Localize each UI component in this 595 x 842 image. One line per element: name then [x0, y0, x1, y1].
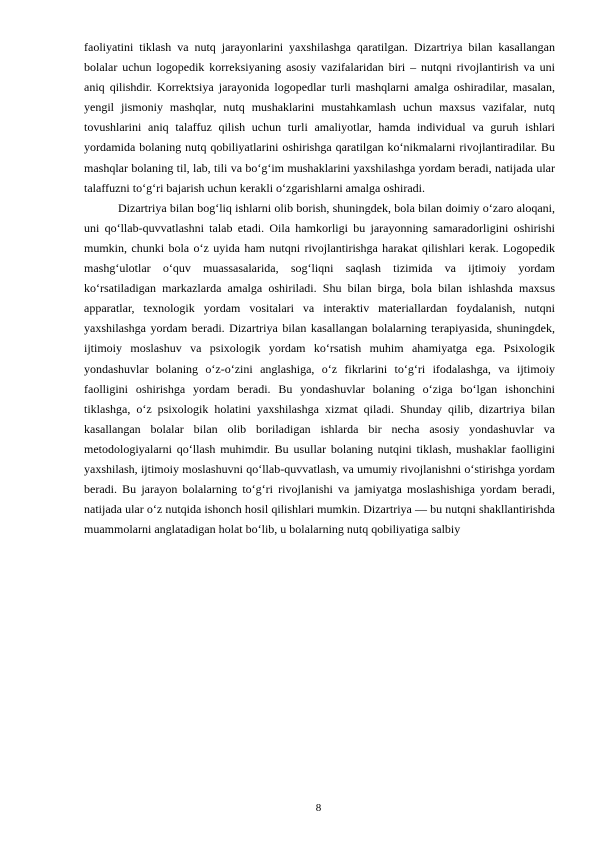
paragraph-1: faoliyatini tiklash va nutq jarayonlarini yaxshilashga qaratilgan. Dizartriya bilan kasallangan bolalar uchun logopedik korreksiyaning asosiy vazifalaridan biri – nutqni rivojlantirish va uni aniq qilishdir. Korrektsiya jarayonida logopedlar turli mashqlarni amalga oshiradilar, masalan, yengil jismoniy mashqlar, nutq mushaklarini mustahkamlash uchun maxsus vazifalar, nutq tovushlarini aniq talaffuz qilish uchun turli amaliyotlar, hamda individual va guruh ishlari yordamida bolaning nutq qobiliyatlarini oshirishga qaratilgan ko‘nikmalarni rivojlantiradilar. Bu mashqlar bolaning til, lab, tili va bo‘g‘im mushaklarini yaxshilashga yordam beradi, natijada ular talaffuzni to‘g‘ri bajarish uchun kerakli o‘zgarishlarni amalga oshiradi. — [84, 40, 555, 195]
paragraph-2: Dizartriya bilan bog‘liq ishlarni olib borish, shuningdek, bola bilan doimiy o‘zaro aloqani, uni qo‘llab-quvvatlashni talab etadi. Oila hamkorligi bu jarayonning samaradorligini oshirishi mumkin, chunki bola o‘z uyida ham nutqni rivojlantirishga harakat qilishlari kerak. Logopedik mashg‘ulotlar o‘quv muassasalarida, sog‘liqni saqlash tizimida va ijtimoiy yordam ko‘rsatiladigan markazlarda amalga oshiriladi. Shu bilan birga, bola bilan ishlashda maxsus apparatlar, texnologik yordam vositalari va interaktiv materiallardan foydalanish, nutqni yaxshilashga yordam beradi. Dizartriya bilan kasallangan bolalarning terapiyasida, shuningdek, ijtimoiy moslashuv va psixologik yordam ko‘rsatish muhim ahamiyatga ega. Psixologik yondashuvlar bolaning o‘z-o‘zini anglashiga, o‘z fikrlarini to‘g‘ri ifodalashga, va ijtimoiy faolligini oshirishga yordam beradi. Bu yondashuvlar bolaning o‘ziga bo‘lgan ishonchini tiklashga, o‘z psixologik holatini yaxshilashga xizmat qiladi. Shunday qilib, dizartriya bilan kasallangan bolalar bilan olib boriladigan ishlarda bir necha asosiy yondashuvlar va metodologiyalarni qo‘llash muhimdir. Bu usullar bolaning nutqini tiklash, mushaklar faolligini yaxshilash, ijtimoiy moslashuvni qo‘llab-quvvatlash, va umumiy rivojlanishni o‘stirishga yordam beradi. Bu jarayon bolalarning to‘g‘ri rivojlanishi va jamiyatga moslashishiga yordam beradi, natijada ular o‘z nutqida ishonch hosil qilishlari mumkin. Dizartriya — bu nutqni shakllantirishda muammolarni anglatadigan holat bo‘lib, u bolalarning nutq qobiliyatiga salbiy — [84, 200, 555, 537]
body-text — [84, 37, 555, 539]
page-number: 8 — [315, 802, 322, 814]
